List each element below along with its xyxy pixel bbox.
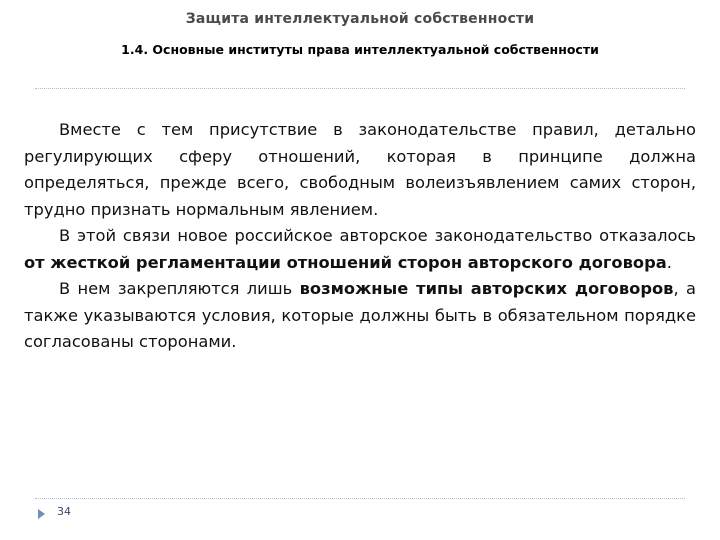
paragraph-1-text: Вместе с тем присутствие в законодательстве правил, детально регулирующих сферу отношений, которая в принципе должна определяться, прежде всего, свободным волеизъявлением самих сторон, трудно признать нормальным явлением. [24, 120, 696, 219]
paragraph-3 [24, 276, 696, 356]
section-subtitle: 1.4. Основные институты права интеллектуальной собственности [121, 42, 599, 57]
page-number: 34 [57, 505, 71, 518]
paragraph-2-text-end: . [666, 252, 672, 272]
paragraph-3-text-end: , а также указываются условия, которые должны быть в обязательном порядке согласованы сторонами. [24, 279, 696, 351]
bottom-divider [35, 498, 685, 499]
paragraph-2-bold: от жесткой регламентации отношений сторон авторского договора [24, 252, 667, 272]
body-text [24, 117, 696, 356]
paragraph-1 [24, 117, 696, 223]
paragraph-2 [24, 223, 696, 276]
paragraph-3-text-start: В нем закрепляются лишь [59, 279, 300, 298]
paragraph-3-bold: возможные типы авторских договоров [299, 279, 674, 298]
top-divider [35, 88, 685, 89]
triangle-right-icon [38, 509, 45, 519]
paragraph-2-text-start: В этой связи новое российское авторское законодательство отказалось [59, 226, 696, 245]
slide-title: Защита интеллектуальной собственности [185, 11, 535, 27]
